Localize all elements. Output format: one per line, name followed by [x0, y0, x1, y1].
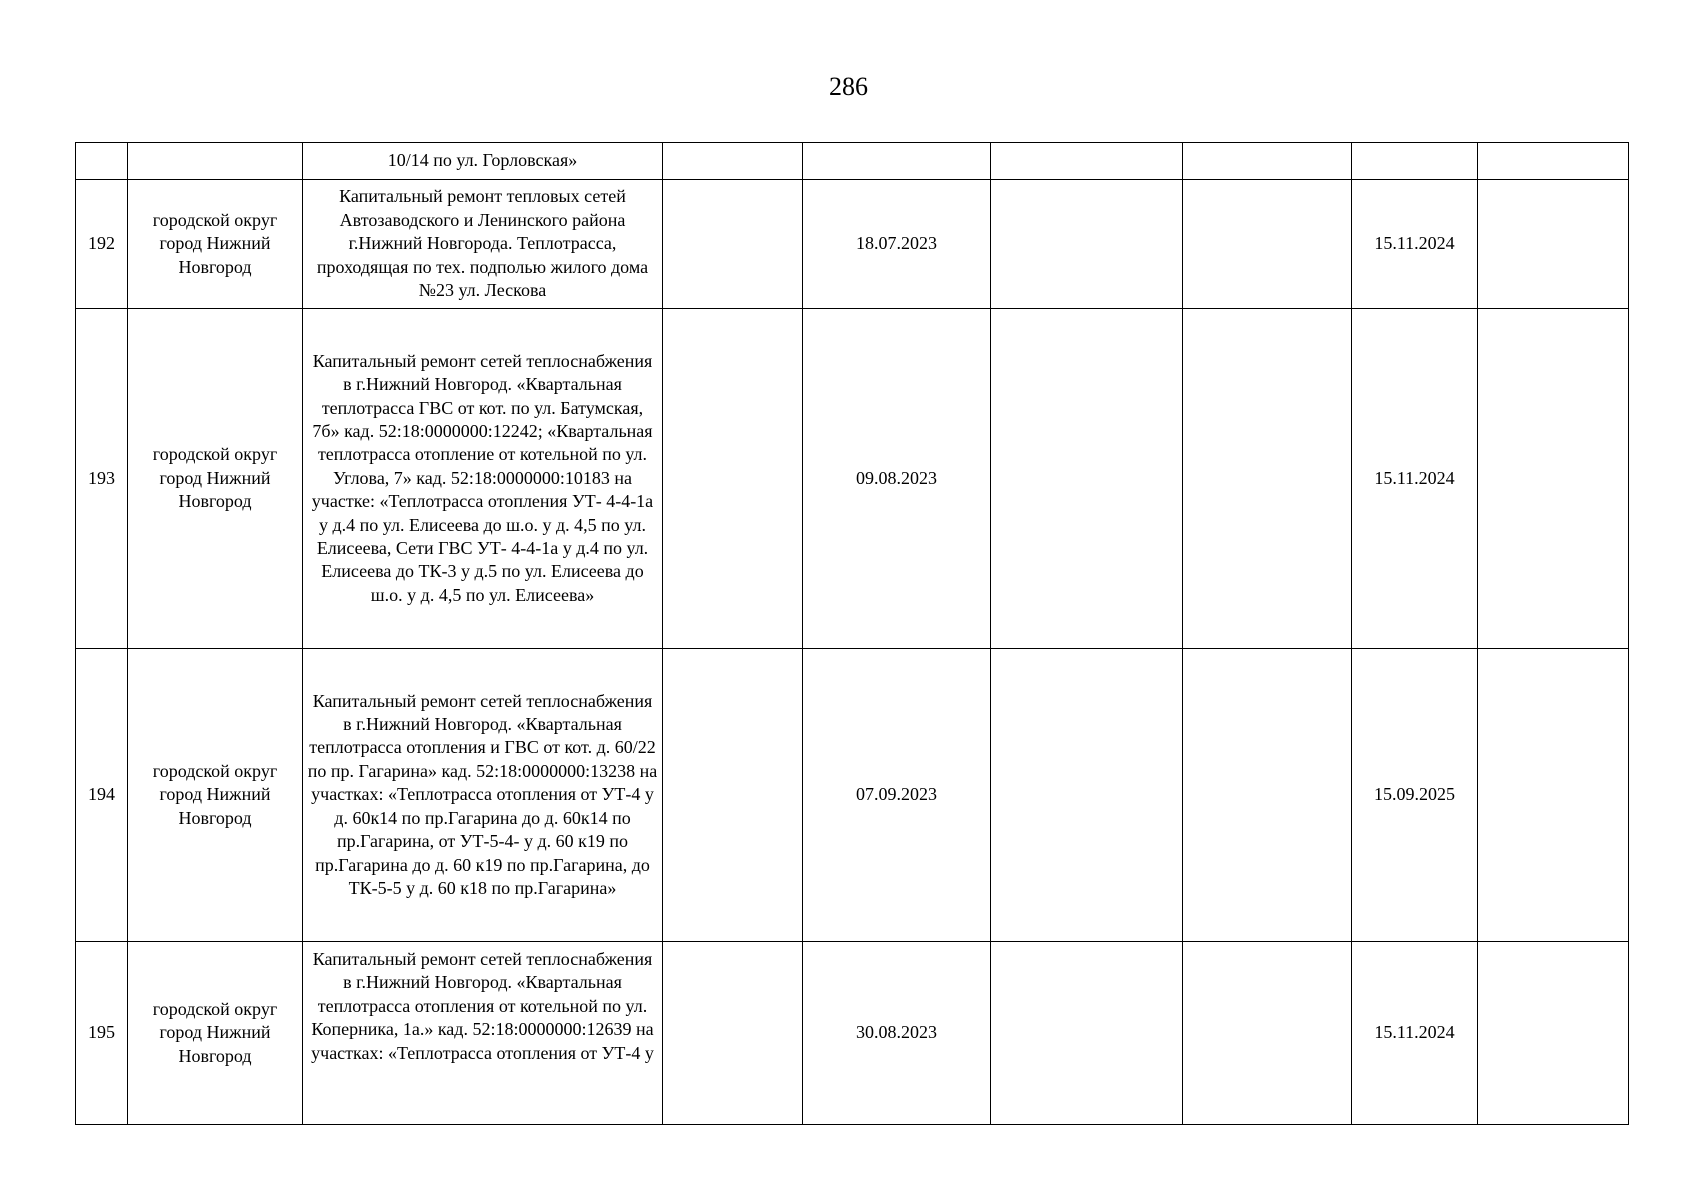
empty-cell — [663, 649, 803, 942]
empty-cell — [991, 180, 1183, 309]
end-date-cell: 15.11.2024 — [1352, 180, 1478, 309]
table-row — [76, 942, 1629, 1125]
start-date-cell — [803, 143, 991, 180]
start-date-cell: 18.07.2023 — [803, 180, 991, 309]
end-date-cell: 15.11.2024 — [1352, 309, 1478, 649]
start-date-cell: 30.08.2023 — [803, 942, 991, 1125]
row-number-cell: 192 — [76, 180, 128, 309]
description-cell: Капитальный ремонт сетей теплоснабжения в г.Нижний Новгород. «Квартальная теплотрасса ГВС от кот. по ул. Батумская, 7б» кад. 52:18:0000000:12242; «Квартальная теплотрасса отопление от котельной по ул. Углова, 7» кад. 52:18:0000000:10183 на участке: «Теплотрасса отопления УТ- 4-4-1а у д.4 по ул. Елисеева до ш.о. у д. 4,5 по ул. Елисеева, Сети ГВС УТ- 4-4-1а у д.4 по ул. Елисеева до ТК-3 у д.5 по ул. Елисеева до ш.о. у д. 4,5 по ул. Елисеева» — [303, 309, 663, 649]
row-number-cell: 195 — [76, 942, 128, 1125]
table-row — [76, 649, 1629, 942]
end-date-cell: 15.09.2025 — [1352, 649, 1478, 942]
empty-cell — [1183, 180, 1352, 309]
empty-cell — [1478, 649, 1629, 942]
description-text: Капитальный ремонт сетей теплоснабжения в г.Нижний Новгород. «Квартальная теплотрасса отопления от котельной по ул. Коперника, 1а.» кад. 52:18:0000000:12639 на участках: «Теплотрасса отопления от УТ-4 у — [311, 949, 654, 1063]
page-number: 286 — [829, 72, 868, 101]
empty-cell — [1478, 309, 1629, 649]
start-date-cell: 07.09.2023 — [803, 649, 991, 942]
municipality-cell: городской округ город Нижний Новгород — [128, 180, 303, 309]
table-row — [76, 180, 1629, 309]
registry-table — [75, 142, 1629, 1125]
empty-cell — [991, 309, 1183, 649]
empty-cell — [1478, 180, 1629, 309]
empty-cell — [663, 180, 803, 309]
empty-cell — [1478, 143, 1629, 180]
description-cell: Капитальный ремонт тепловых сетей Автозаводского и Ленинского района г.Нижний Новгорода. Теплотрасса, проходящая по тех. подполью жилого дома №23 ул. Лескова — [303, 180, 663, 309]
table-row — [76, 309, 1629, 649]
empty-cell — [663, 143, 803, 180]
empty-cell — [1183, 942, 1352, 1125]
empty-cell — [991, 942, 1183, 1125]
table-row — [76, 143, 1629, 180]
row-number-cell — [76, 143, 128, 180]
empty-cell — [663, 309, 803, 649]
empty-cell — [991, 649, 1183, 942]
row-number-cell: 193 — [76, 309, 128, 649]
row-number-cell: 194 — [76, 649, 128, 942]
end-date-cell — [1352, 143, 1478, 180]
description-cell: Капитальный ремонт сетей теплоснабжения в г.Нижний Новгород. «Квартальная теплотрасса отопления и ГВС от кот. д. 60/22 по пр. Гагарина» кад. 52:18:0000000:13238 на участках: «Теплотрасса отопления от УТ-4 у д. 60к14 по пр.Гагарина до д. 60к14 по пр.Гагарина, от УТ-5-4- у д. 60 к19 по пр.Гагарина до д. 60 к19 по пр.Гагарина, до ТК-5-5 у д. 60 к18 по пр.Гагарина» — [303, 649, 663, 942]
empty-cell — [991, 143, 1183, 180]
empty-cell — [1183, 143, 1352, 180]
municipality-cell: городской округ город Нижний Новгород — [128, 649, 303, 942]
description-cell — [303, 942, 663, 1125]
start-date-cell: 09.08.2023 — [803, 309, 991, 649]
municipality-cell: городской округ город Нижний Новгород — [128, 309, 303, 649]
empty-cell — [1183, 309, 1352, 649]
empty-cell — [663, 942, 803, 1125]
municipality-cell: городской округ город Нижний Новгород — [128, 942, 303, 1125]
empty-cell — [1183, 649, 1352, 942]
municipality-cell — [128, 143, 303, 180]
description-cell: 10/14 по ул. Горловская» — [303, 143, 663, 180]
end-date-cell: 15.11.2024 — [1352, 942, 1478, 1125]
empty-cell — [1478, 942, 1629, 1125]
